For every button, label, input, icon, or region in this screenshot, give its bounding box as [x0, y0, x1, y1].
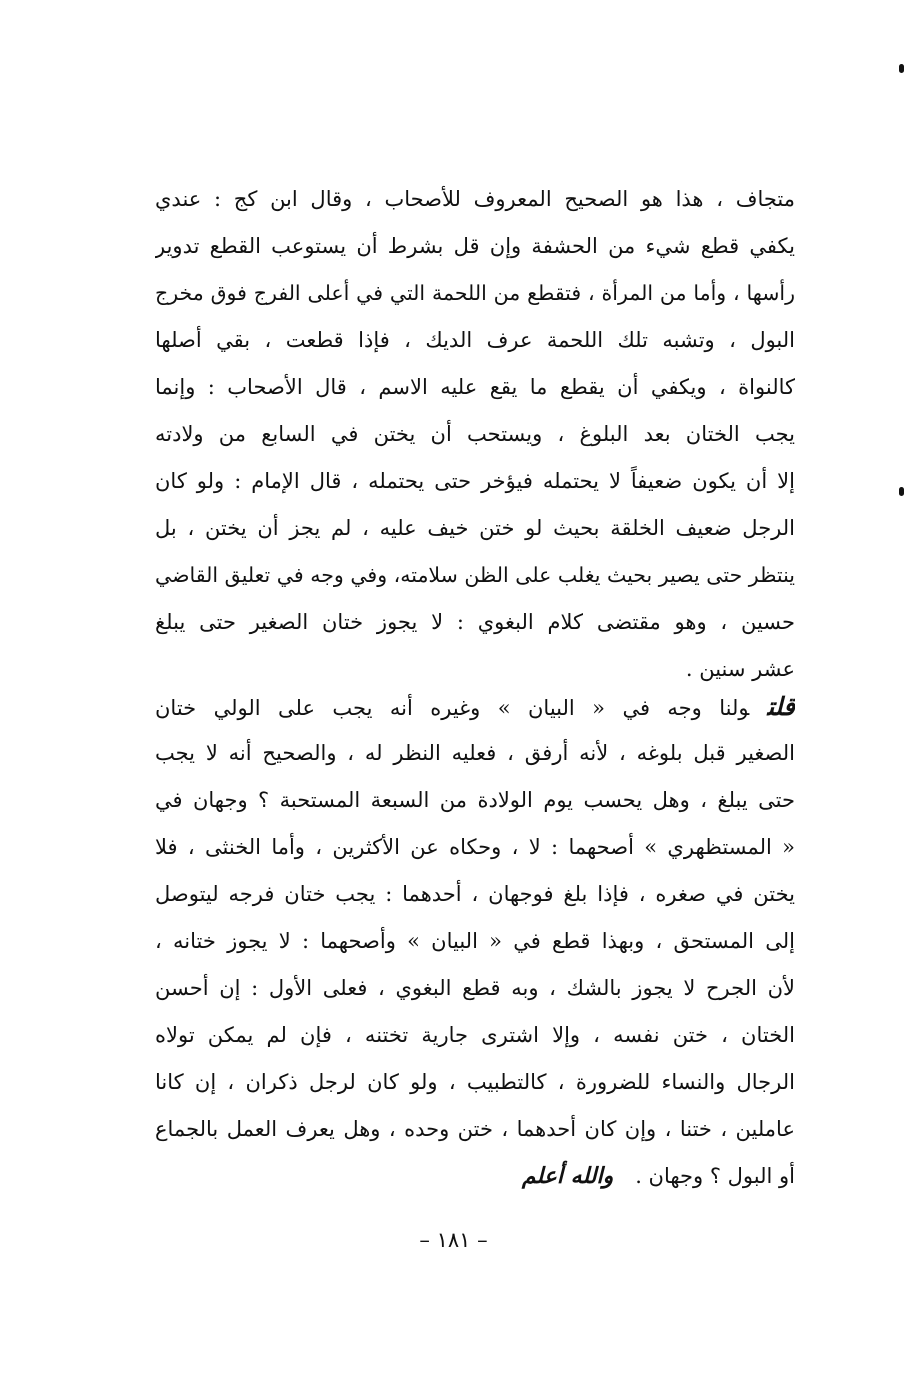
text-line: ينتظر حتى يصير بحيث يغلب على الظن سلامته، وفي وجه في تعليق القاضي	[155, 563, 795, 587]
text-line: يكفي قطع شيء من الحشفة وإن قل بشرط أن يستوعب القطع تدوير	[155, 234, 795, 258]
line-text: أو البول ؟ وجهان .	[635, 1164, 795, 1188]
text-line: البول ، وتشبه تلك اللحمة عرف الديك ، فإذا قطعت ، بقي أصلها	[155, 328, 795, 352]
text-line: « المستظهري » أصحهما : لا ، وحكاه عن الأكثرين ، وأما الخنثى ، فلا	[155, 835, 795, 859]
text-line: عشر سنين .	[685, 657, 795, 681]
text-line: الرجال والنساء للضرورة ، كالتطبيب ، ولو كان لرجل ذكران ، إن كانا	[155, 1070, 795, 1094]
text-line: الختان ، ختن نفسه ، وإلا اشترى جارية تختنه ، فإن لم يمكن تولاه	[155, 1023, 795, 1047]
text-line: إلى المستحق ، وبهذا قطع في « البيان » وأصحهما : لا يجوز ختانه ،	[155, 929, 795, 953]
page-number: – ١٨١ –	[419, 1228, 488, 1252]
margin-mark	[899, 64, 904, 73]
paragraph-1	[155, 176, 795, 693]
text-line: عاملين ، ختنا ، وإن كان أحدهما ، ختن وحده ، وهل يعرف العمل بالجماع	[155, 1117, 795, 1141]
text-line: حتى يبلغ ، وهل يحسب يوم الولادة من السبعة المستحبة ؟ وجهان في	[155, 788, 795, 812]
line-text: ولنا وجه في « البيان » وغيره أنه يجب على الولي ختان	[155, 696, 750, 720]
opening-word: قلت	[767, 692, 795, 721]
margin-mark	[899, 487, 904, 496]
text-line: يختن في صغره ، فإذا بلغ فوجهان ، أحدهما : يجب ختان فرجه ليتوصل	[155, 882, 795, 906]
closing-phrase: والله أعلم	[521, 1163, 614, 1189]
text-line: إلا أن يكون ضعيفاً لا يحتمله فيؤخر حتى يحتمله ، قال الإمام : ولو كان	[155, 469, 795, 493]
text-line: لأن الجرح لا يجوز بالشك ، وبه قطع البغوي ، فعلى الأول : إن أحسن	[155, 976, 795, 1000]
text-line: يجب الختان بعد البلوغ ، ويستحب أن يختن في السابع من ولادته	[155, 422, 795, 446]
text-line: رأسها ، وأما من المرأة ، فتقطع من اللحمة التي في أعلى الفرج فوق مخرج	[155, 281, 795, 305]
text-line	[155, 683, 795, 730]
text-line: كالنواة ، ويكفي أن يقطع ما يقع عليه الاسم ، قال الأصحاب : وإنما	[155, 375, 795, 399]
text-line: حسين ، وهو مقتضى كلام البغوي : لا يجوز ختان الصغير حتى يبلغ	[155, 610, 795, 634]
text-line: الصغير قبل بلوغه ، لأنه أرفق ، فعليه النظر له ، والصحيح أنه لا يجب	[155, 741, 795, 765]
text-line: الرجل ضعيف الخلقة بحيث لو ختن خيف عليه ، لم يجز أن يختن ، بل	[155, 516, 795, 540]
text-line: متجاف ، هذا هو الصحيح المعروف للأصحاب ، وقال ابن كج : عندي	[155, 187, 795, 211]
paragraph-2	[155, 683, 795, 1200]
text-line	[155, 1153, 795, 1200]
